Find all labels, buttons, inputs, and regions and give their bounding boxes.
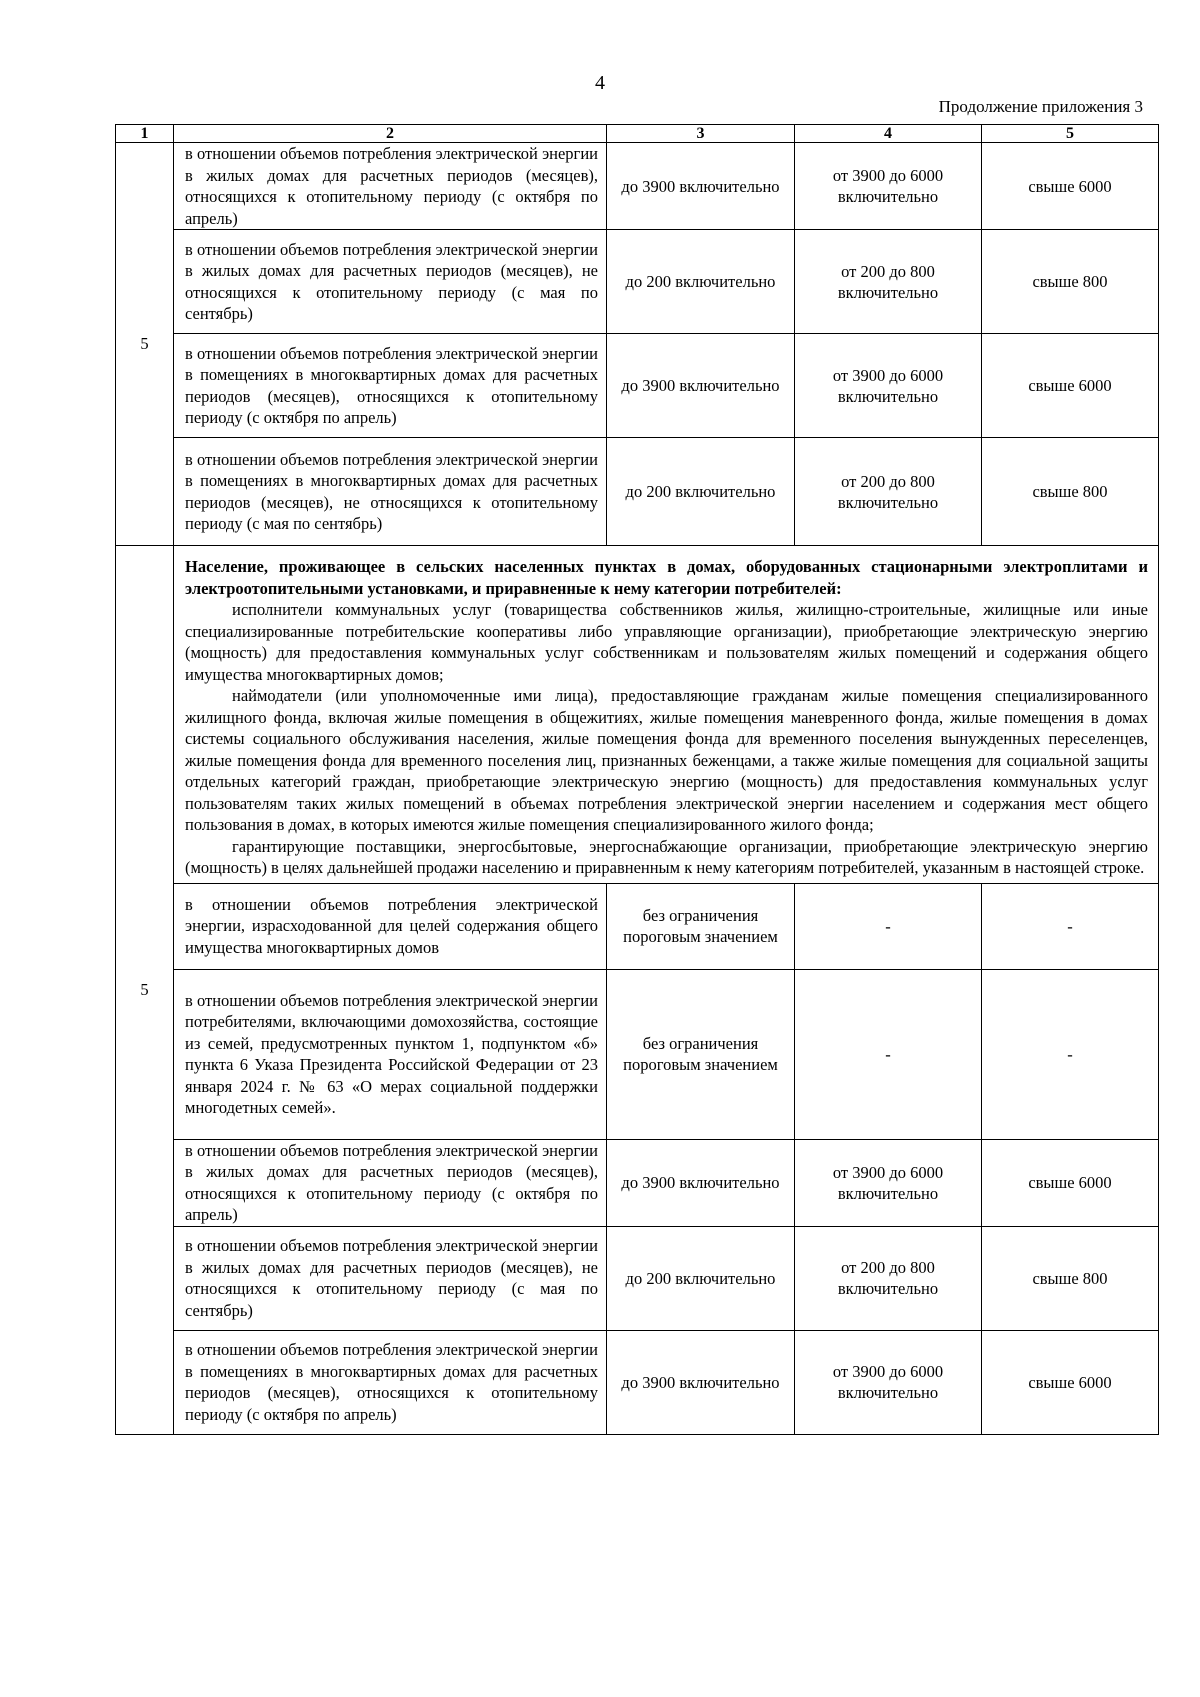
header-col-2: 2 [174,125,607,143]
threshold-mid: от 200 до 800 включительно [795,230,982,334]
row-description: в отношении объемов потребления электрической энергии в жилых домах для расчетных периодов (месяцев), не относящихся к отопительному периоду (с мая по сентябрь) [174,230,607,334]
table-row [116,883,1159,969]
row-description: в отношении объемов потребления электрической энергии, израсходованной для целей содержания общего имущества многоквартирных домов [174,883,607,969]
threshold-high: свыше 6000 [982,143,1159,230]
threshold-low: без ограничения пороговым значением [607,969,795,1139]
threshold-mid: от 3900 до 6000 включительно [795,143,982,230]
threshold-high: свыше 6000 [982,1139,1159,1226]
threshold-high: свыше 6000 [982,334,1159,438]
threshold-high: свыше 800 [982,1226,1159,1330]
header-col-3: 3 [607,125,795,143]
row-description: в отношении объемов потребления электрической энергии в помещениях в многоквартирных домах для расчетных периодов (месяцев), относящихся к отопительному периоду (с октября по апрель) [174,1330,607,1434]
threshold-mid: - [795,969,982,1139]
category-paragraph: наймодатели (или уполномоченные ими лица), предоставляющие гражданам жилые помещения специализированного жилищного фонда, включая жилые помещения в общежитиях, жилые помещения маневренного фонда, жилые помещения в домах системы социального обслуживания населения, жилые помещения фонда для временного поселения вынужденных переселенцев, жилые помещения фонда для временного поселения лиц, признанных беженцами, а также жилые помещения для социальной защиты отдельных категорий граждан, приобретающие электрическую энергию (мощность) для предоставления коммунальных услуг пользователям таких жилых помещений в объемах потребления электрической энергии населением и содержания мест общего пользования в домах, в которых имеются жилые помещения специализированного жилого фонда; [185,686,1148,834]
threshold-high: - [982,969,1159,1139]
table-row [116,969,1159,1139]
threshold-mid: - [795,883,982,969]
threshold-low: до 3900 включительно [607,1330,795,1434]
header-row [116,125,1159,143]
header-col-1: 1 [116,125,174,143]
header-col-5: 5 [982,125,1159,143]
table-row [116,1139,1159,1226]
threshold-mid: от 3900 до 6000 включительно [795,1330,982,1434]
threshold-low: до 200 включительно [607,438,795,546]
row-number: 5 [116,546,174,1435]
row-description: в отношении объемов потребления электрической энергии потребителями, включающими домохозяйства, состоящие из семей, предусмотренных пунктом 1, подпунктом «б» пункта 6 Указа Президента Российской Федерации от 23 января 2024 г. № 63 «О мерах социальной поддержки многодетных семей». [174,969,607,1139]
row-description: в отношении объемов потребления электрической энергии в жилых домах для расчетных периодов (месяцев), не относящихся к отопительному периоду (с мая по сентябрь) [174,1226,607,1330]
page-number: 4 [595,72,605,94]
row-description: в отношении объемов потребления электрической энергии в помещениях в многоквартирных домах для расчетных периодов (месяцев), относящихся к отопительному периоду (с октября по апрель) [174,334,607,438]
table-row [116,334,1159,438]
threshold-low: без ограничения пороговым значением [607,883,795,969]
table-row [116,1226,1159,1330]
continuation-label: Продолжение приложения 3 [938,97,1143,116]
table-row [116,230,1159,334]
threshold-mid: от 200 до 800 включительно [795,438,982,546]
threshold-low: до 200 включительно [607,1226,795,1330]
category-paragraph: гарантирующие поставщики, энергосбытовые, энергоснабжающие организации, приобретающие электрическую энергию (мощность) в целях дальнейшей продажи населению и приравненным к нему категориям потребителей, указанным в настоящей строке. [185,836,1148,877]
table-row [116,438,1159,546]
table-row [116,143,1159,230]
threshold-high: - [982,883,1159,969]
threshold-mid: от 3900 до 6000 включительно [795,334,982,438]
row-description: в отношении объемов потребления электрической энергии в помещениях в многоквартирных домах для расчетных периодов (месяцев), не относящихся к отопительному периоду (с мая по сентябрь) [174,438,607,546]
row-description: в отношении объемов потребления электрической энергии в жилых домах для расчетных периодов (месяцев), относящихся к отопительному периоду (с октября по апрель) [174,1139,607,1226]
header-col-4: 4 [795,125,982,143]
threshold-high: свыше 800 [982,438,1159,546]
threshold-low: до 3900 включительно [607,143,795,230]
category-description [174,546,1159,884]
threshold-low: до 3900 включительно [607,1139,795,1226]
threshold-high: свыше 6000 [982,1330,1159,1434]
threshold-mid: от 200 до 800 включительно [795,1226,982,1330]
threshold-mid: от 3900 до 6000 включительно [795,1139,982,1226]
row-number: 5 [116,143,174,546]
threshold-high: свыше 800 [982,230,1159,334]
category-paragraph: исполнители коммунальных услуг (товарищества собственников жилья, жилищно-строительные, жилищные или иные специализированные потребительские кооперативы либо управляющие организации), приобретающие электрическую энергию (мощность) для предоставления коммунальных услуг собственникам и пользователям жилых помещений и содержания общего имущества многоквартирных домов; [185,600,1148,684]
table-row [116,1330,1159,1434]
tariff-table [115,124,1159,1435]
threshold-low: до 200 включительно [607,230,795,334]
category-title: Население, проживающее в сельских населенных пунктах в домах, оборудованных стационарными электроплитами и электроотопительными установками, и приравненные к нему категории потребителей: [185,557,1148,598]
category-row [116,546,1159,884]
row-description: в отношении объемов потребления электрической энергии в жилых домах для расчетных периодов (месяцев), относящихся к отопительному периоду (с октября по апрель) [174,143,607,230]
threshold-low: до 3900 включительно [607,334,795,438]
